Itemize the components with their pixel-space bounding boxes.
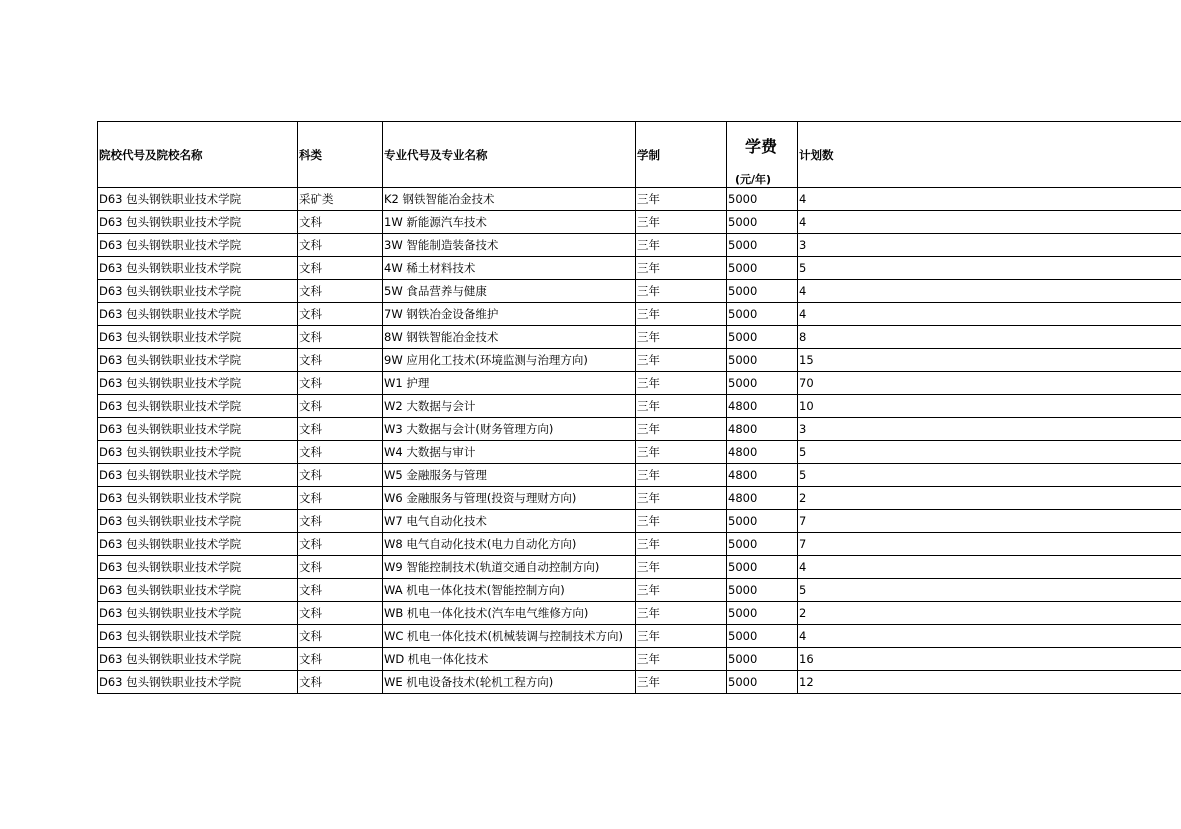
cell-category: 文科: [298, 280, 383, 303]
cell-fee: 5000: [727, 602, 798, 625]
table-row: [98, 303, 1181, 326]
table-row: [98, 556, 1181, 579]
table-row: [98, 441, 1181, 464]
header-fee-label: 学费: [745, 137, 778, 156]
cell-plan: 3: [798, 418, 1181, 441]
cell-school: D63 包头钢铁职业技术学院: [98, 395, 298, 418]
cell-major: W6 金融服务与管理(投资与理财方向): [383, 487, 636, 510]
cell-plan: 5: [798, 579, 1181, 602]
cell-category: 文科: [298, 441, 383, 464]
cell-plan: 5: [798, 464, 1181, 487]
cell-duration: 三年: [636, 395, 727, 418]
cell-major: WC 机电一体化技术(机械装调与控制技术方向): [383, 625, 636, 648]
cell-school: D63 包头钢铁职业技术学院: [98, 671, 298, 694]
cell-major: W8 电气自动化技术(电力自动化方向): [383, 533, 636, 556]
table-row: [98, 326, 1181, 349]
cell-school: D63 包头钢铁职业技术学院: [98, 533, 298, 556]
cell-fee: 5000: [727, 556, 798, 579]
cell-category: 文科: [298, 372, 383, 395]
cell-school: D63 包头钢铁职业技术学院: [98, 648, 298, 671]
cell-category: 文科: [298, 671, 383, 694]
cell-plan: 7: [798, 510, 1181, 533]
table-row: [98, 671, 1181, 694]
cell-fee: 5000: [727, 510, 798, 533]
table-row: [98, 349, 1181, 372]
table-row: [98, 464, 1181, 487]
header-category: 科类: [298, 122, 383, 188]
cell-fee: 5000: [727, 188, 798, 211]
cell-duration: 三年: [636, 349, 727, 372]
cell-fee: 4800: [727, 464, 798, 487]
cell-category: 文科: [298, 533, 383, 556]
cell-plan: 12: [798, 671, 1181, 694]
table-header-row: [98, 122, 1181, 188]
cell-duration: 三年: [636, 257, 727, 280]
cell-school: D63 包头钢铁职业技术学院: [98, 625, 298, 648]
cell-duration: 三年: [636, 556, 727, 579]
cell-plan: 8: [798, 326, 1181, 349]
cell-plan: 4: [798, 556, 1181, 579]
cell-major: W3 大数据与会计(财务管理方向): [383, 418, 636, 441]
cell-category: 文科: [298, 556, 383, 579]
table-row: [98, 395, 1181, 418]
cell-major: 7W 钢铁冶金设备维护: [383, 303, 636, 326]
cell-category: 文科: [298, 464, 383, 487]
cell-plan: 4: [798, 625, 1181, 648]
cell-duration: 三年: [636, 602, 727, 625]
cell-fee: 5000: [727, 326, 798, 349]
cell-major: W4 大数据与审计: [383, 441, 636, 464]
cell-major: WA 机电一体化技术(智能控制方向): [383, 579, 636, 602]
table-row: [98, 372, 1181, 395]
cell-duration: 三年: [636, 625, 727, 648]
cell-fee: 5000: [727, 671, 798, 694]
cell-major: W1 护理: [383, 372, 636, 395]
header-plan: 计划数: [798, 122, 1181, 188]
cell-plan: 2: [798, 602, 1181, 625]
cell-category: 文科: [298, 257, 383, 280]
cell-category: 文科: [298, 395, 383, 418]
cell-category: 采矿类: [298, 188, 383, 211]
cell-school: D63 包头钢铁职业技术学院: [98, 280, 298, 303]
table-row: [98, 533, 1181, 556]
cell-duration: 三年: [636, 326, 727, 349]
cell-category: 文科: [298, 303, 383, 326]
cell-duration: 三年: [636, 280, 727, 303]
table-row: [98, 487, 1181, 510]
table-row: [98, 257, 1181, 280]
cell-plan: 3: [798, 234, 1181, 257]
cell-school: D63 包头钢铁职业技术学院: [98, 326, 298, 349]
cell-fee: 5000: [727, 372, 798, 395]
cell-major: 4W 稀土材料技术: [383, 257, 636, 280]
cell-duration: 三年: [636, 211, 727, 234]
cell-school: D63 包头钢铁职业技术学院: [98, 349, 298, 372]
cell-fee: 5000: [727, 625, 798, 648]
cell-category: 文科: [298, 602, 383, 625]
cell-fee: 5000: [727, 303, 798, 326]
cell-major: W9 智能控制技术(轨道交通自动控制方向): [383, 556, 636, 579]
header-major: 专业代号及专业名称: [383, 122, 636, 188]
cell-duration: 三年: [636, 671, 727, 694]
cell-fee: 5000: [727, 579, 798, 602]
table-row: [98, 648, 1181, 671]
cell-school: D63 包头钢铁职业技术学院: [98, 464, 298, 487]
cell-school: D63 包头钢铁职业技术学院: [98, 372, 298, 395]
cell-category: 文科: [298, 234, 383, 257]
header-fee: [727, 122, 798, 188]
header-duration: 学制: [636, 122, 727, 188]
table-row: [98, 211, 1181, 234]
cell-fee: 5000: [727, 533, 798, 556]
cell-major: K2 钢铁智能冶金技术: [383, 188, 636, 211]
cell-major: W2 大数据与会计: [383, 395, 636, 418]
cell-fee: 4800: [727, 441, 798, 464]
cell-major: WE 机电设备技术(轮机工程方向): [383, 671, 636, 694]
cell-duration: 三年: [636, 372, 727, 395]
cell-category: 文科: [298, 326, 383, 349]
cell-fee: 5000: [727, 257, 798, 280]
cell-major: 8W 钢铁智能冶金技术: [383, 326, 636, 349]
cell-major: 1W 新能源汽车技术: [383, 211, 636, 234]
cell-fee: 5000: [727, 211, 798, 234]
cell-duration: 三年: [636, 487, 727, 510]
cell-major: WB 机电一体化技术(汽车电气维修方向): [383, 602, 636, 625]
cell-plan: 70: [798, 372, 1181, 395]
cell-category: 文科: [298, 625, 383, 648]
cell-school: D63 包头钢铁职业技术学院: [98, 510, 298, 533]
cell-category: 文科: [298, 418, 383, 441]
cell-duration: 三年: [636, 234, 727, 257]
cell-plan: 16: [798, 648, 1181, 671]
cell-major: 5W 食品营养与健康: [383, 280, 636, 303]
table-body: [98, 188, 1181, 694]
cell-duration: 三年: [636, 579, 727, 602]
cell-school: D63 包头钢铁职业技术学院: [98, 441, 298, 464]
cell-fee: 4800: [727, 487, 798, 510]
cell-category: 文科: [298, 579, 383, 602]
cell-duration: 三年: [636, 418, 727, 441]
cell-category: 文科: [298, 349, 383, 372]
cell-plan: 5: [798, 441, 1181, 464]
cell-school: D63 包头钢铁职业技术学院: [98, 556, 298, 579]
cell-category: 文科: [298, 487, 383, 510]
cell-major: W7 电气自动化技术: [383, 510, 636, 533]
cell-school: D63 包头钢铁职业技术学院: [98, 211, 298, 234]
cell-major: WD 机电一体化技术: [383, 648, 636, 671]
cell-plan: 7: [798, 533, 1181, 556]
cell-school: D63 包头钢铁职业技术学院: [98, 188, 298, 211]
table-row: [98, 625, 1181, 648]
cell-school: D63 包头钢铁职业技术学院: [98, 234, 298, 257]
cell-plan: 4: [798, 211, 1181, 234]
cell-plan: 10: [798, 395, 1181, 418]
cell-fee: 4800: [727, 418, 798, 441]
cell-school: D63 包头钢铁职业技术学院: [98, 602, 298, 625]
cell-duration: 三年: [636, 510, 727, 533]
cell-duration: 三年: [636, 441, 727, 464]
cell-plan: 4: [798, 303, 1181, 326]
cell-major: 3W 智能制造装备技术: [383, 234, 636, 257]
cell-school: D63 包头钢铁职业技术学院: [98, 579, 298, 602]
cell-major: W5 金融服务与管理: [383, 464, 636, 487]
header-school: 院校代号及院校名称: [98, 122, 298, 188]
table-row: [98, 510, 1181, 533]
cell-category: 文科: [298, 211, 383, 234]
table-row: [98, 418, 1181, 441]
enrollment-plan-sheet: [97, 121, 1181, 694]
cell-fee: 5000: [727, 349, 798, 372]
cell-fee: 5000: [727, 648, 798, 671]
cell-category: 文科: [298, 648, 383, 671]
cell-major: 9W 应用化工技术(环境监测与治理方向): [383, 349, 636, 372]
cell-duration: 三年: [636, 533, 727, 556]
table-row: [98, 280, 1181, 303]
cell-duration: 三年: [636, 464, 727, 487]
header-fee-unit: (元/年): [735, 173, 772, 186]
cell-fee: 5000: [727, 234, 798, 257]
cell-fee: 5000: [727, 280, 798, 303]
cell-fee: 4800: [727, 395, 798, 418]
cell-plan: 5: [798, 257, 1181, 280]
cell-category: 文科: [298, 510, 383, 533]
table-row: [98, 579, 1181, 602]
table-row: [98, 602, 1181, 625]
enrollment-plan-table: [97, 121, 1181, 694]
cell-school: D63 包头钢铁职业技术学院: [98, 257, 298, 280]
cell-duration: 三年: [636, 648, 727, 671]
cell-school: D63 包头钢铁职业技术学院: [98, 487, 298, 510]
cell-school: D63 包头钢铁职业技术学院: [98, 303, 298, 326]
cell-plan: 4: [798, 188, 1181, 211]
table-row: [98, 188, 1181, 211]
cell-duration: 三年: [636, 303, 727, 326]
cell-plan: 2: [798, 487, 1181, 510]
cell-plan: 4: [798, 280, 1181, 303]
table-row: [98, 234, 1181, 257]
cell-duration: 三年: [636, 188, 727, 211]
cell-school: D63 包头钢铁职业技术学院: [98, 418, 298, 441]
cell-plan: 15: [798, 349, 1181, 372]
